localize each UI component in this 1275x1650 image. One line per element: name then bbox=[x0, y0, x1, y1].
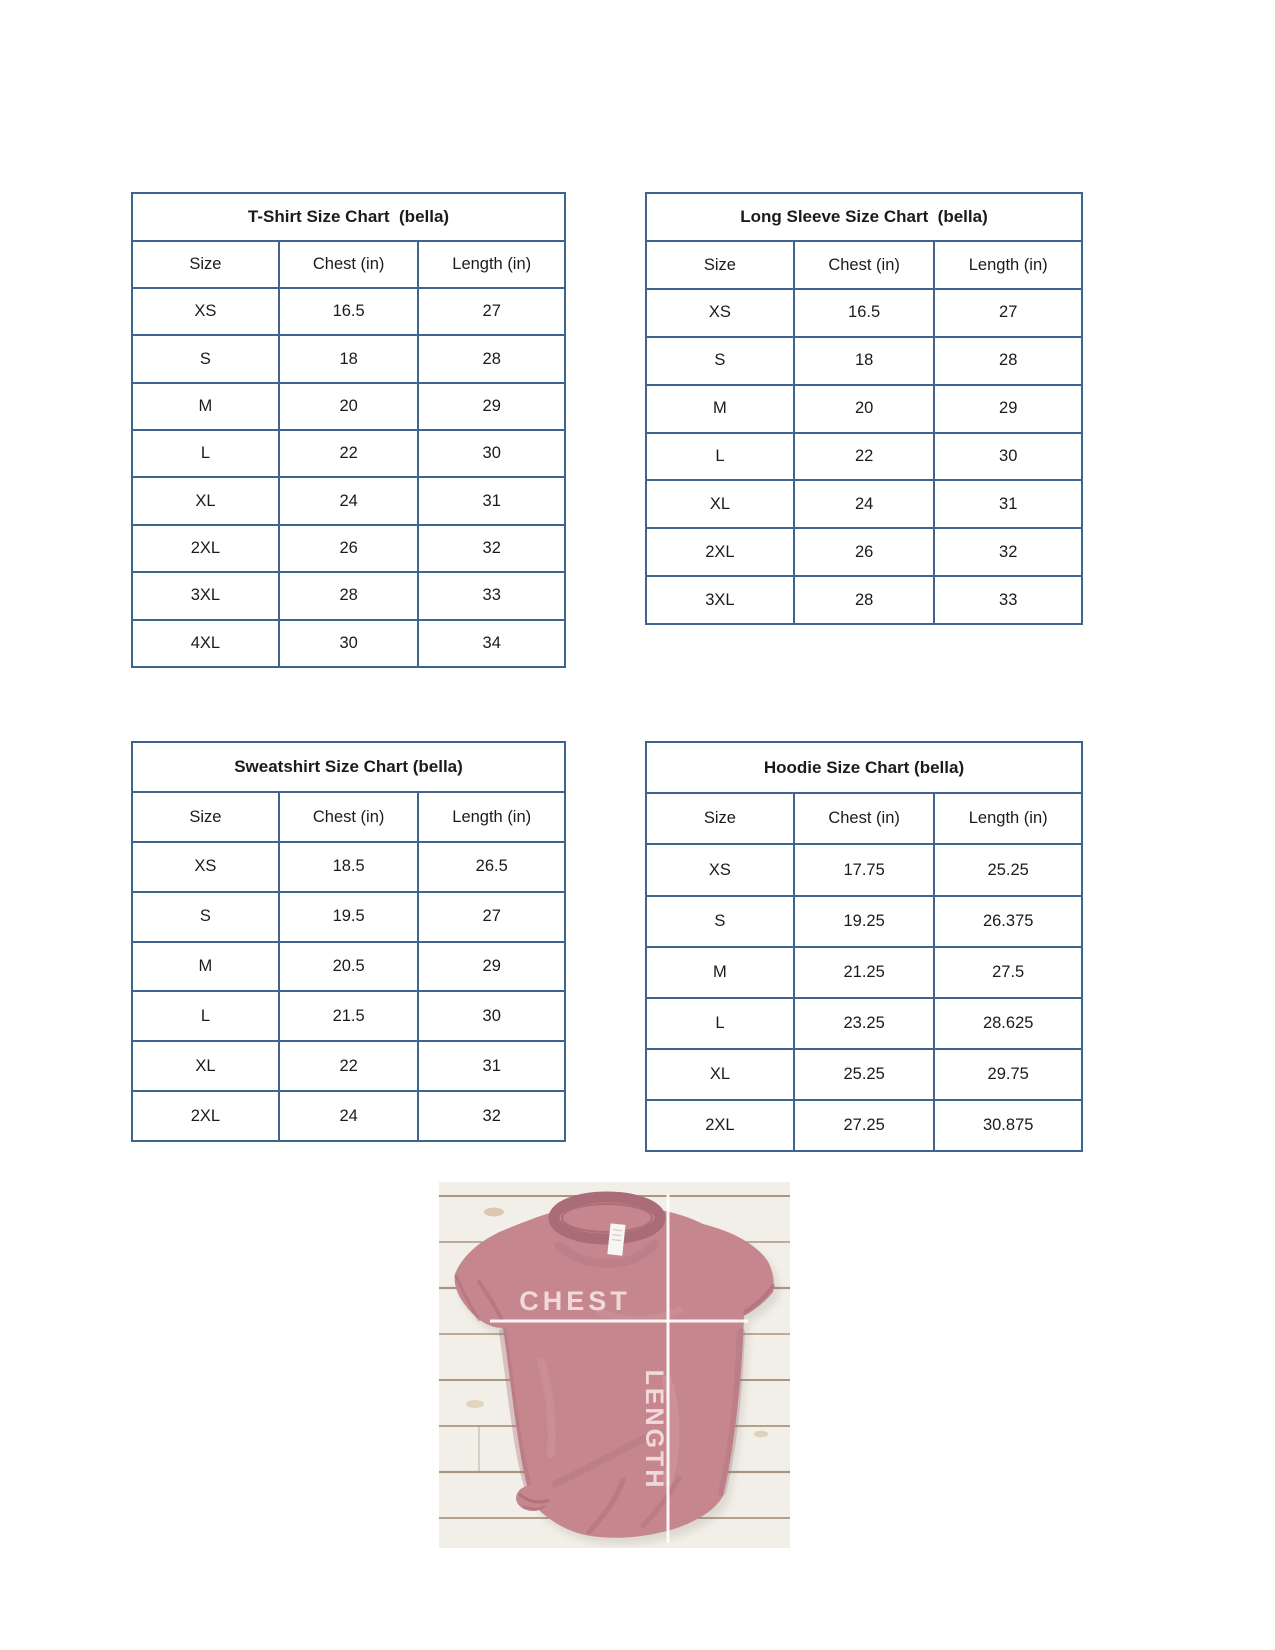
table-cell: 22 bbox=[793, 434, 934, 480]
table-cell: 18 bbox=[278, 336, 418, 381]
table-row bbox=[133, 619, 564, 666]
table-cell: 29.75 bbox=[933, 1050, 1081, 1099]
table-row bbox=[133, 524, 564, 571]
table-cell: 29 bbox=[417, 384, 564, 429]
header-row bbox=[647, 242, 1081, 288]
table-cell: 28 bbox=[417, 336, 564, 381]
table-cell: 32 bbox=[933, 529, 1081, 575]
table-row bbox=[133, 891, 564, 941]
table-cell: 2XL bbox=[705, 1116, 735, 1134]
table-cell: 16.5 bbox=[278, 289, 418, 334]
table-cell: 20 bbox=[278, 384, 418, 429]
longsleeve-size-table bbox=[645, 192, 1083, 625]
column-header: Size bbox=[703, 809, 736, 828]
table-title: Long Sleeve Size Chart (bella) bbox=[647, 194, 1081, 242]
table-cell: XS bbox=[194, 302, 217, 321]
table-cell: 16.5 bbox=[793, 290, 934, 336]
hoodie-size-table bbox=[645, 741, 1083, 1152]
column-header: Size bbox=[703, 255, 736, 274]
table-cell: 3XL bbox=[190, 586, 221, 605]
table-cell: 27 bbox=[417, 289, 564, 334]
table-cell: 26 bbox=[278, 526, 418, 571]
table-cell: 24 bbox=[793, 481, 934, 527]
tshirt-table-grid bbox=[133, 242, 564, 666]
table-cell: 27 bbox=[933, 290, 1081, 336]
table-cell: 31 bbox=[417, 478, 564, 523]
table-row bbox=[133, 382, 564, 429]
table-row bbox=[647, 997, 1081, 1048]
table-cell: XL bbox=[195, 491, 216, 510]
table-cell: L bbox=[200, 444, 210, 463]
table-cell: 23.25 bbox=[793, 999, 934, 1048]
column-header: Length (in) bbox=[417, 242, 564, 287]
table-cell: 32 bbox=[417, 1092, 564, 1140]
table-cell: 3XL bbox=[705, 590, 735, 609]
table-cell: M bbox=[713, 399, 727, 418]
table-cell: 22 bbox=[278, 431, 418, 476]
table-row bbox=[647, 575, 1081, 623]
table-cell: 19.25 bbox=[793, 897, 934, 946]
table-cell: 20.5 bbox=[278, 943, 418, 991]
column-header: Chest (in) bbox=[793, 794, 934, 843]
chest-label: CHEST bbox=[519, 1286, 631, 1316]
sweatshirt-table-grid bbox=[133, 793, 564, 1140]
table-cell: 24 bbox=[278, 478, 418, 523]
table-cell: 24 bbox=[278, 1092, 418, 1140]
table-row bbox=[133, 941, 564, 991]
table-row bbox=[133, 1090, 564, 1140]
table-cell: 30 bbox=[417, 431, 564, 476]
table-cell: 25.25 bbox=[933, 845, 1081, 894]
column-header: Length (in) bbox=[933, 242, 1081, 288]
column-header: Length (in) bbox=[417, 793, 564, 841]
table-row bbox=[133, 334, 564, 381]
table-cell: XS bbox=[708, 860, 731, 879]
table-cell: 27 bbox=[417, 893, 564, 941]
table-row bbox=[647, 479, 1081, 527]
table-cell: M bbox=[713, 962, 727, 981]
table-title: Sweatshirt Size Chart (bella) bbox=[133, 743, 564, 793]
table-cell: 21.25 bbox=[793, 948, 934, 997]
column-header: Chest (in) bbox=[278, 793, 418, 841]
header-row bbox=[647, 794, 1081, 843]
header-row bbox=[133, 242, 564, 287]
length-label: LENGTH bbox=[640, 1369, 668, 1491]
table-row bbox=[647, 1099, 1081, 1150]
table-row bbox=[133, 287, 564, 334]
table-cell: S bbox=[714, 911, 726, 930]
table-cell: M bbox=[198, 396, 213, 415]
table-cell: M bbox=[198, 957, 213, 976]
table-cell: 2XL bbox=[190, 1106, 221, 1125]
table-cell: 28 bbox=[793, 577, 934, 623]
table-cell: 28 bbox=[933, 338, 1081, 384]
table-cell: 28.625 bbox=[933, 999, 1081, 1048]
table-cell: 30.875 bbox=[933, 1101, 1081, 1150]
table-cell: XL bbox=[195, 1056, 216, 1075]
table-cell: L bbox=[715, 446, 725, 465]
column-header: Size bbox=[189, 807, 222, 826]
table-row bbox=[133, 476, 564, 523]
shirt-measurement-photo bbox=[439, 1182, 790, 1548]
table-cell: 19.5 bbox=[278, 893, 418, 941]
table-row bbox=[133, 841, 564, 891]
table-cell: 20 bbox=[793, 386, 934, 432]
longsleeve-table-grid bbox=[647, 242, 1081, 623]
table-row bbox=[647, 946, 1081, 997]
column-header: Chest (in) bbox=[793, 242, 934, 288]
table-row bbox=[647, 527, 1081, 575]
table-cell: 29 bbox=[933, 386, 1081, 432]
table-cell: 18.5 bbox=[278, 843, 418, 891]
table-cell: 30 bbox=[417, 992, 564, 1040]
table-cell: S bbox=[199, 349, 211, 368]
table-cell: 2XL bbox=[705, 542, 735, 561]
table-cell: 25.25 bbox=[793, 1050, 934, 1099]
header-row bbox=[133, 793, 564, 841]
table-cell: 27.25 bbox=[793, 1101, 934, 1150]
table-cell: 26.375 bbox=[933, 897, 1081, 946]
table-cell: 29 bbox=[417, 943, 564, 991]
tshirt-size-table bbox=[131, 192, 566, 668]
table-cell: L bbox=[715, 1013, 725, 1032]
table-cell: S bbox=[714, 351, 726, 370]
table-title: Hoodie Size Chart (bella) bbox=[647, 743, 1081, 794]
table-title: T-Shirt Size Chart (bella) bbox=[133, 194, 564, 242]
column-header: Length (in) bbox=[933, 794, 1081, 843]
table-cell: S bbox=[199, 907, 211, 926]
table-cell: 17.75 bbox=[793, 845, 934, 894]
table-cell: 31 bbox=[417, 1042, 564, 1090]
table-cell: 22 bbox=[278, 1042, 418, 1090]
table-cell: 28 bbox=[278, 573, 418, 618]
table-cell: 18 bbox=[793, 338, 934, 384]
table-cell: 4XL bbox=[190, 633, 221, 652]
sweatshirt-size-table bbox=[131, 741, 566, 1142]
hoodie-table-grid bbox=[647, 794, 1081, 1150]
table-row bbox=[647, 432, 1081, 480]
table-row bbox=[133, 429, 564, 476]
table-cell: 31 bbox=[933, 481, 1081, 527]
table-cell: XS bbox=[194, 857, 217, 876]
table-cell: 26 bbox=[793, 529, 934, 575]
table-row bbox=[647, 843, 1081, 894]
table-row bbox=[647, 1048, 1081, 1099]
table-cell: XL bbox=[709, 494, 730, 513]
table-cell: 32 bbox=[417, 526, 564, 571]
table-row bbox=[647, 288, 1081, 336]
table-row bbox=[647, 384, 1081, 432]
table-cell: 27.5 bbox=[933, 948, 1081, 997]
table-cell: 33 bbox=[417, 573, 564, 618]
table-cell: 34 bbox=[417, 621, 564, 666]
table-cell: 2XL bbox=[190, 539, 221, 558]
table-row bbox=[133, 990, 564, 1040]
table-cell: L bbox=[200, 1006, 210, 1025]
column-header: Chest (in) bbox=[278, 242, 418, 287]
table-cell: 33 bbox=[933, 577, 1081, 623]
shirt-photo-graphic bbox=[439, 1182, 790, 1548]
table-cell: 30 bbox=[278, 621, 418, 666]
table-row bbox=[647, 336, 1081, 384]
column-header: Size bbox=[189, 254, 222, 273]
table-row bbox=[647, 895, 1081, 946]
table-cell: 30 bbox=[933, 434, 1081, 480]
table-cell: XS bbox=[708, 303, 731, 322]
hem-knot bbox=[516, 1485, 550, 1511]
table-row bbox=[133, 571, 564, 618]
table-row bbox=[133, 1040, 564, 1090]
table-cell: XL bbox=[709, 1064, 730, 1083]
table-cell: 21.5 bbox=[278, 992, 418, 1040]
table-cell: 26.5 bbox=[417, 843, 564, 891]
